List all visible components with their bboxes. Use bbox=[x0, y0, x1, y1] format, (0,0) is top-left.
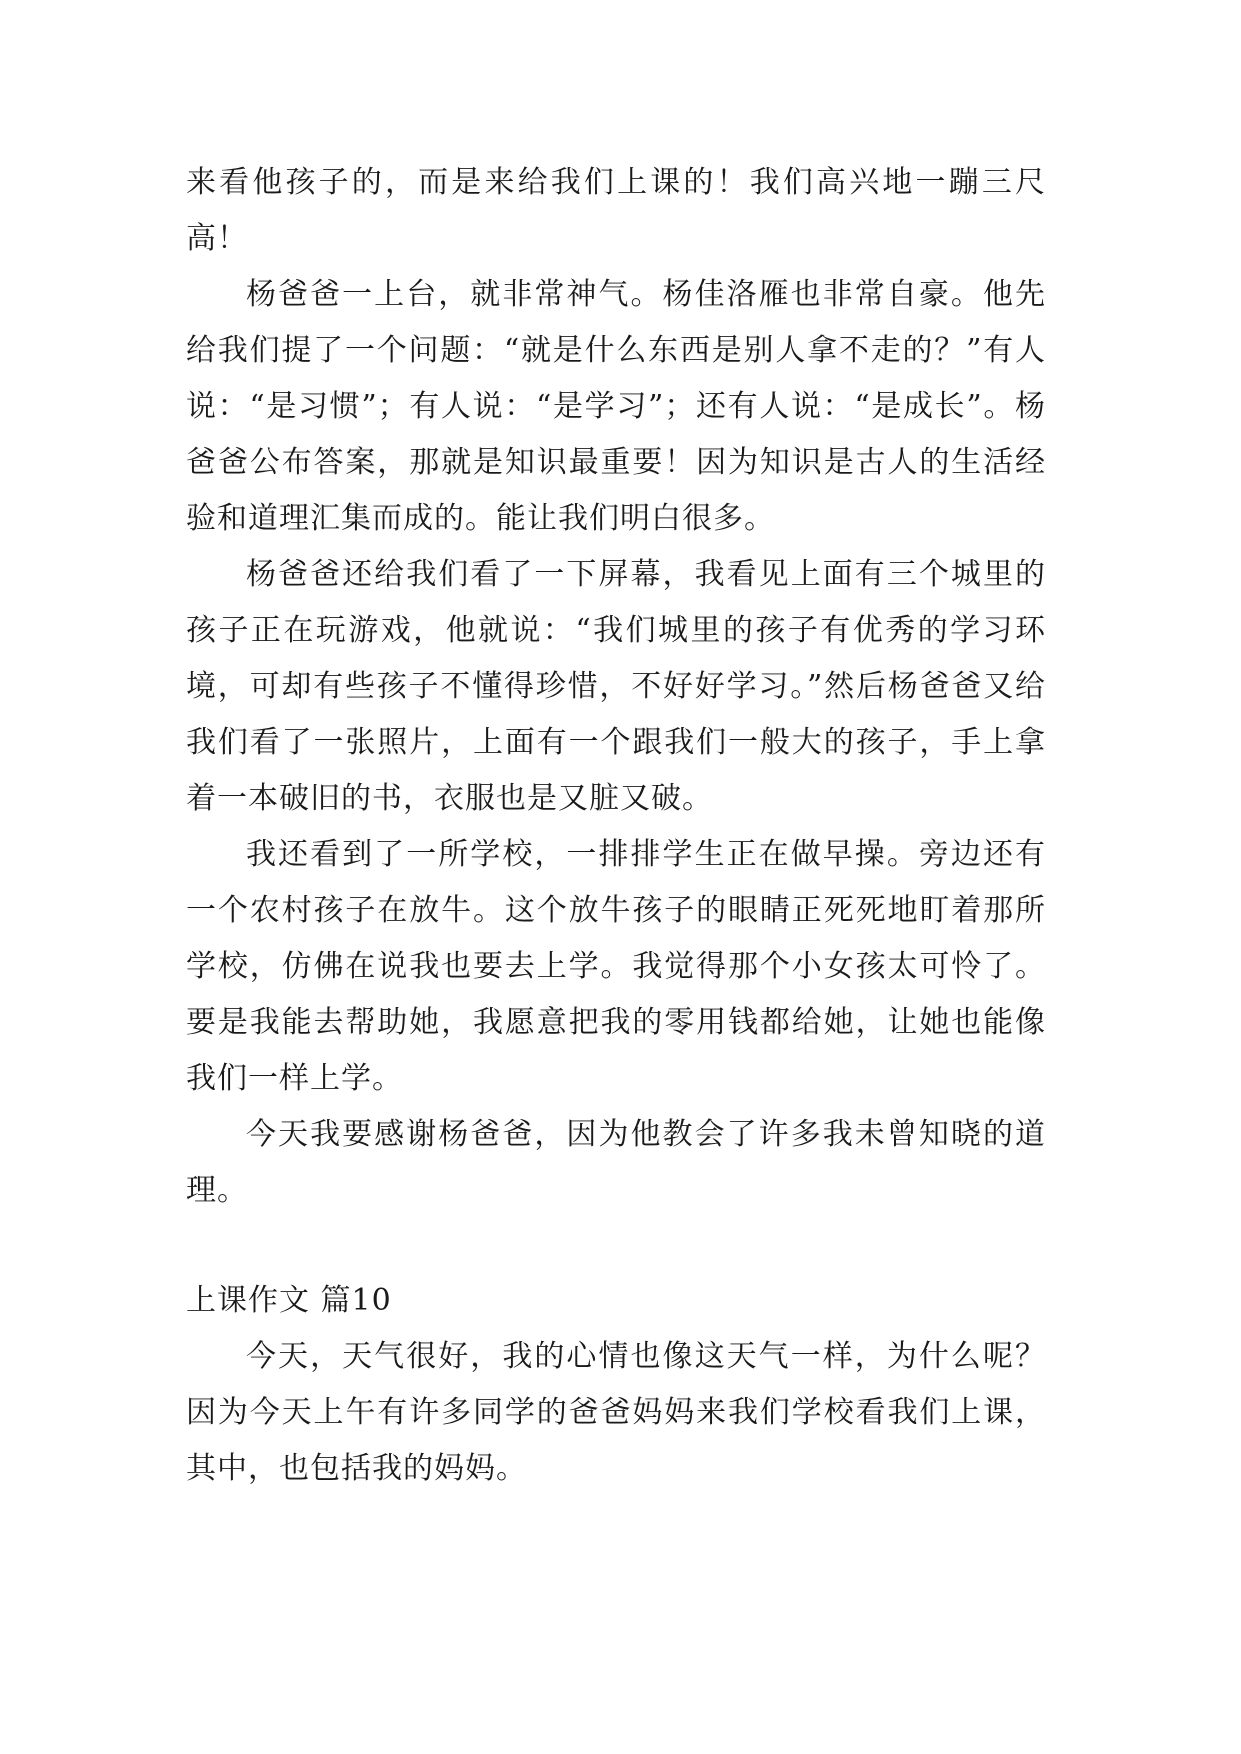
paragraph: 我还看到了一所学校，一排排学生正在做早操。旁边还有一个农村孩子在放牛。这个放牛孩子的眼睛正死死地盯着那所学校，仿佛在说我也要去上学。我觉得那个小女孩太可怜了。要是我能去帮助她，我愿意把我的零用钱都给她，让她也能像我们一样上学。 bbox=[186, 837, 1046, 1096]
paragraph: 今天，天气很好，我的心情也像这天气一样，为什么呢？因为今天上午有许多同学的爸爸妈妈来我们学校看我们上课，其中，也包括我的妈妈。 bbox=[186, 1339, 1046, 1486]
document-body bbox=[186, 155, 1046, 1497]
paragraph: 杨爸爸一上台，就非常神气。杨佳洛雁也非常自豪。他先给我们提了一个问题：“就是什么东西是别人拿不走的？”有人说：“是习惯”；有人说：“是学习”；还有人说：“是成长”。杨爸爸公布答案，那就是知识最重要！因为知识是古人的生活经验和道理汇集而成的。能让我们明白很多。 bbox=[186, 277, 1046, 536]
section-title: 上课作文 篇10 bbox=[186, 1283, 392, 1318]
paragraph-continuation: 来看他孩子的，而是来给我们上课的！我们高兴地一蹦三尺高！ bbox=[186, 165, 1046, 256]
paragraph: 杨爸爸还给我们看了一下屏幕，我看见上面有三个城里的孩子正在玩游戏，他就说：“我们城里的孩子有优秀的学习环境，可却有些孩子不懂得珍惜，不好好学习。”然后杨爸爸又给我们看了一张照片，上面有一个跟我们一般大的孩子，手上拿着一本破旧的书，衣服也是又脏又破。 bbox=[186, 557, 1046, 816]
paragraph: 今天我要感谢杨爸爸，因为他教会了许多我未曾知晓的道理。 bbox=[186, 1117, 1046, 1208]
